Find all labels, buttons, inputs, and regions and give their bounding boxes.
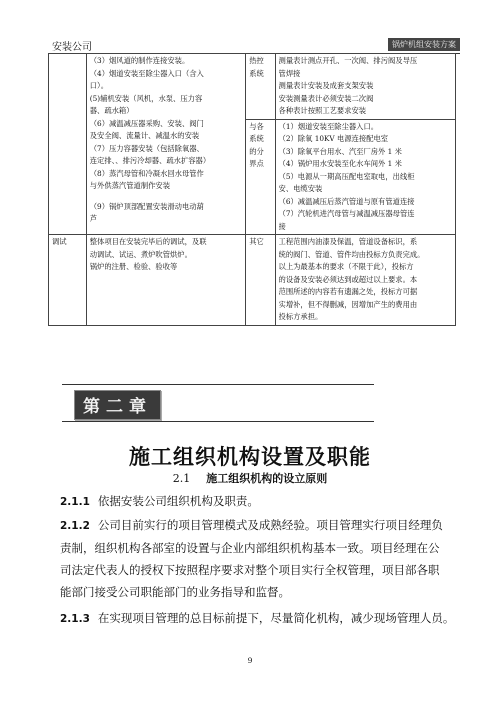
- paragraph-number: 2.1.1: [60, 496, 90, 508]
- table-line: 系统: [249, 68, 264, 78]
- table-line: 投标方承担。: [278, 312, 323, 321]
- table-line: 锅炉的注册、检验、验收等: [89, 262, 178, 271]
- table-line: 管焊接: [278, 68, 301, 78]
- paragraph-text: 公司目前实行的项目管理模式及成熟经验。项目管理实行项目经理负: [97, 518, 443, 532]
- table-cell-commissioning-detail: [86, 235, 245, 326]
- table-line: 及安全阀、流量计、减温水的安装: [89, 131, 200, 140]
- header-company: 安装公司: [52, 42, 92, 53]
- table-line: 以上为最基本的要求（不限于此），投标方: [278, 262, 414, 271]
- table-line: 测量表计测点开孔、一次阀、排污阀及导压: [278, 56, 418, 65]
- table-line: （4）锅炉用水安装至化水车间外 1 米: [278, 159, 402, 168]
- table-line: 统的阀门、管道、管件均由投标方负责完成。: [278, 249, 425, 259]
- table-line: 芦: [89, 214, 98, 223]
- table-line: 与各: [249, 121, 264, 131]
- table-line: 动调试、试运、煮炉吹管烘炉。: [89, 249, 192, 259]
- paragraph: [60, 607, 456, 630]
- table-line: （7）汽轮机进汽母管与减温减压器母管连: [278, 209, 415, 218]
- scope-table: [48, 53, 456, 326]
- table-line: 范围所述的内容若有遗漏之处，投标方可据: [278, 287, 418, 296]
- table-line: 的分: [249, 146, 264, 156]
- table-line: (5)辅机安装（风机，水泵、压力容: [89, 93, 203, 103]
- table-line: 界点: [249, 159, 264, 168]
- section-title: 施工组织机构设置及职能: [129, 444, 371, 469]
- table-cell-other-detail: [275, 235, 455, 326]
- table-line: （5）电源从一期高压配电室取电，出线柜: [278, 171, 415, 181]
- paragraph: [60, 514, 456, 603]
- table-line: 工程范围内油漆及保温，管道设备标识，系: [278, 237, 418, 246]
- table-line: 测量表计安装及成套支架安装: [278, 81, 374, 90]
- table-line: 其它: [249, 237, 264, 246]
- chapter-rule-top: [62, 384, 374, 385]
- table-line: 安装测量表计必须安装二次阀: [278, 93, 374, 103]
- table-line: （6）减温减压后蒸汽管道与原有管道连接: [278, 196, 415, 206]
- table-cell-boundary-detail: [275, 119, 455, 235]
- table-line: （7）压力容器安装（包括除氧器、: [89, 143, 204, 153]
- table-line: （3）除氧平台用水、汽至厂房外 1 米: [278, 146, 402, 156]
- paragraph-text: 责制，组织机构各部室的设置与企业内部组织机构基本一致。项目经理在公: [60, 541, 440, 555]
- table-line: 热控: [249, 56, 264, 65]
- table-cell-thermal-control-label: [246, 54, 275, 120]
- chapter-rule-bottom: [62, 421, 374, 422]
- table-line: （3）烟风道的制作连接安装。: [89, 56, 190, 65]
- table-line: 的设备及安装必须达到或超过以上要求。本: [278, 274, 418, 284]
- table-line: （4）烟道安装至除尘器入口（含入: [89, 68, 204, 78]
- subsection-text: 施工组织机构的设立原则: [206, 472, 328, 485]
- table-cell-other-label: [246, 235, 275, 326]
- table-line: （1）烟道安装至除尘器入口。: [278, 121, 379, 131]
- table-line: 器、疏水箱）: [89, 106, 134, 115]
- subsection-title: [0, 470, 500, 486]
- paragraph-text: 在实现项目管理的总目标前提下，尽量简化机构，减少现场管理人员。: [97, 611, 455, 625]
- table-line: （8）蒸汽母管和冷凝水回水母管作: [89, 168, 204, 178]
- table-line: （2）除氧 10KV 电源连接配电室: [278, 134, 389, 143]
- table-line: 接: [278, 221, 286, 231]
- table-line: 口）。: [89, 81, 108, 90]
- table-line: 各种表计按照工艺要求安装: [278, 106, 367, 115]
- table-line: （9）锅炉顶部配置安装滑动电动葫: [89, 201, 204, 211]
- chapter-heading: 第二章: [74, 390, 161, 420]
- table-line: 系统: [249, 134, 264, 143]
- page-number: 9: [247, 656, 253, 665]
- table-cell-category: [49, 54, 87, 235]
- table-cell-commissioning-label: 调试: [49, 235, 87, 326]
- table-line: 与外供蒸汽管道制作安装: [89, 181, 171, 190]
- subsection-number: 2.1: [172, 472, 191, 485]
- table-cell-install-items: [86, 54, 245, 235]
- table-line: 实增补，但不得删减，因增加产生的费用由: [278, 299, 418, 309]
- paragraph-number: 2.1.2: [60, 520, 90, 532]
- header-document-label: 锅炉机组安装方案: [388, 38, 460, 51]
- table-line: 连定排、、排污冷却器、疏水扩容器）: [89, 156, 211, 165]
- table-row: [49, 54, 456, 120]
- table-line: 整体项目在安装完毕后的调试，及联: [89, 237, 207, 246]
- paragraph: [60, 490, 456, 513]
- paragraph-number: 2.1.3: [60, 613, 90, 625]
- paragraph-text: 能部门接受公司职能部门的业务指导和监督。: [60, 585, 290, 599]
- paragraph-text: 依据安装公司组织机构及职责。: [97, 494, 259, 508]
- table-line: 安、电缆安装: [278, 184, 323, 193]
- table-cell-thermal-control-detail: [275, 54, 455, 120]
- paragraph-text: 司法定代表人的授权下按照程序要求对整个项目实行全权管理，项目部各职: [60, 563, 440, 577]
- table-cell-boundary-label: [246, 119, 275, 235]
- table-line: （6）减温减压器采购、安装、阀门: [89, 118, 204, 128]
